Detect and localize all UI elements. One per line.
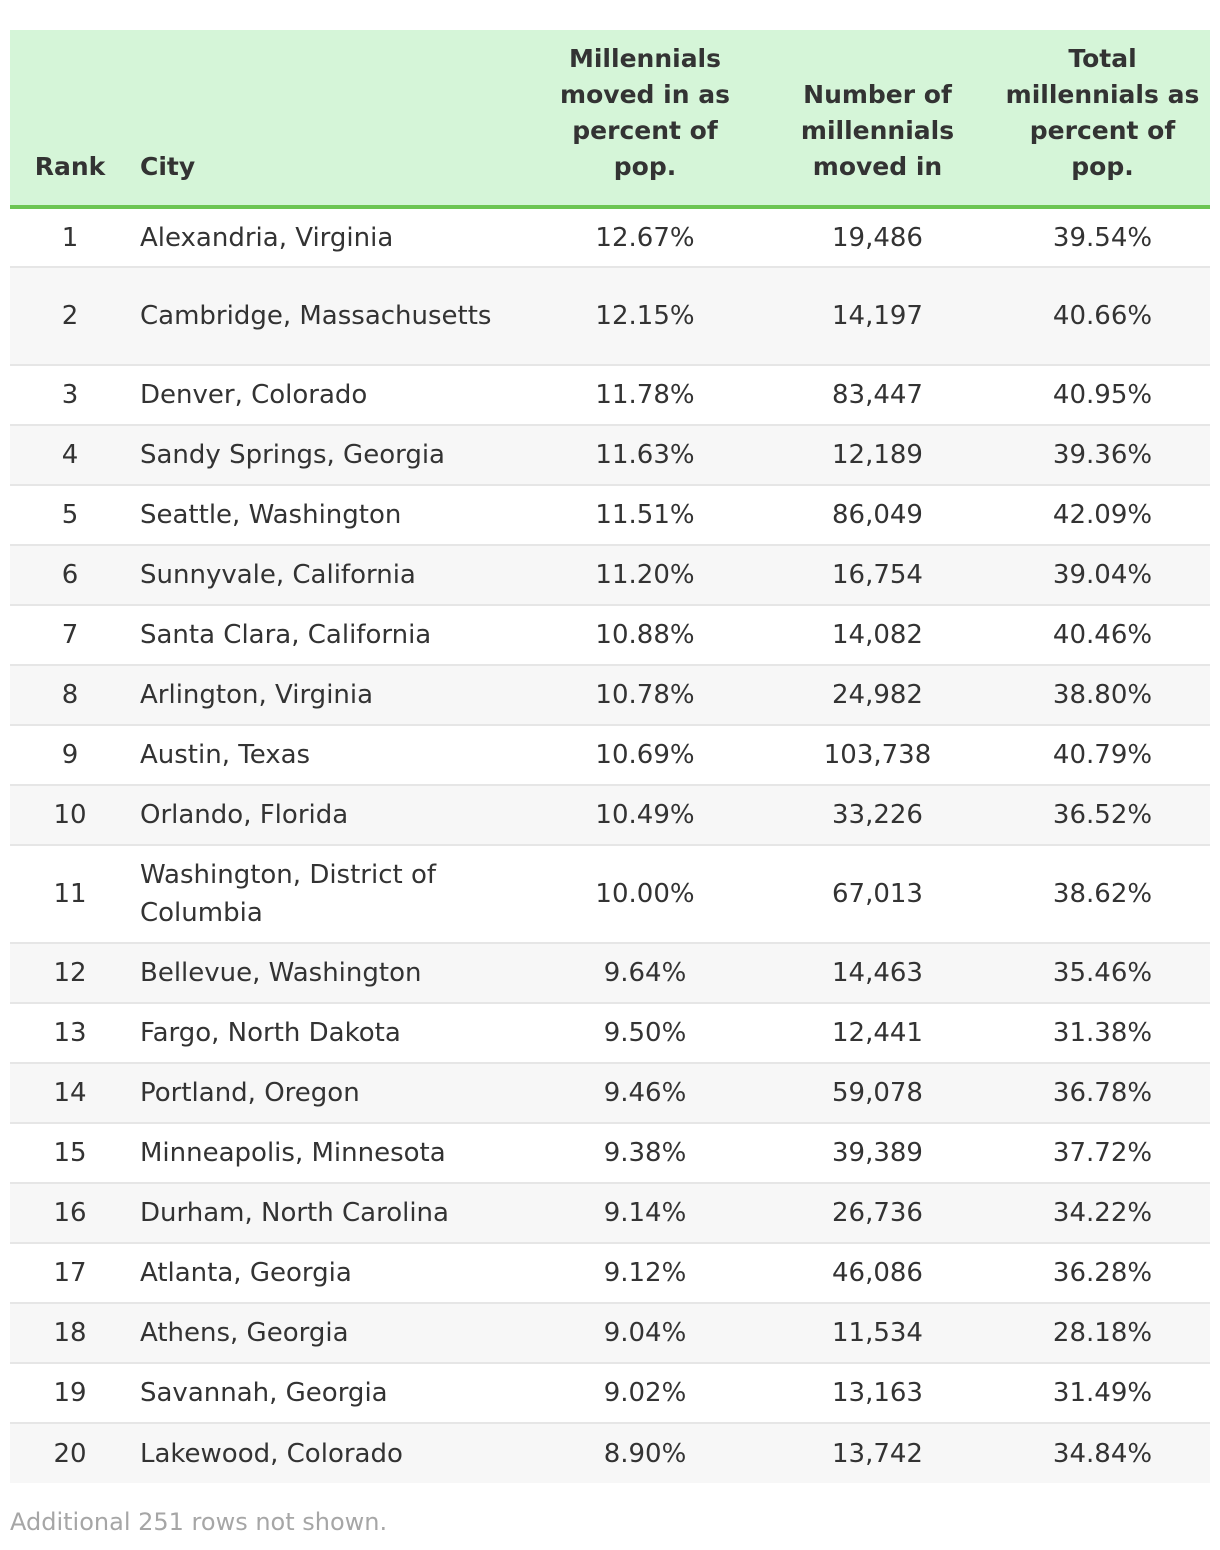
cell-pct-total: 34.84% (995, 1423, 1210, 1483)
cell-pct-moved: 9.02% (530, 1363, 760, 1423)
cell-num-moved: 59,078 (760, 1063, 995, 1123)
cell-num-moved: 39,389 (760, 1123, 995, 1183)
cell-rank: 9 (10, 725, 130, 785)
cell-pct-total: 38.62% (995, 845, 1210, 943)
cell-pct-moved: 10.78% (530, 665, 760, 725)
table-row (10, 267, 1210, 365)
cell-pct-total: 40.95% (995, 365, 1210, 425)
cell-pct-moved: 12.15% (530, 267, 760, 365)
cell-rank: 2 (10, 267, 130, 365)
cell-rank: 12 (10, 943, 130, 1003)
cell-rank: 17 (10, 1243, 130, 1303)
cell-pct-total: 39.54% (995, 207, 1210, 267)
cell-pct-total: 37.72% (995, 1123, 1210, 1183)
cell-rank: 16 (10, 1183, 130, 1243)
cell-pct-total: 35.46% (995, 943, 1210, 1003)
cell-rank: 10 (10, 785, 130, 845)
cell-num-moved: 13,163 (760, 1363, 995, 1423)
cell-rank: 4 (10, 425, 130, 485)
cell-num-moved: 83,447 (760, 365, 995, 425)
table-row (10, 1423, 1210, 1483)
column-header-pct-total[interactable]: Total millennials as percent of pop. (995, 30, 1210, 207)
table-header (10, 30, 1210, 207)
cell-pct-moved: 9.14% (530, 1183, 760, 1243)
cell-num-moved: 16,754 (760, 545, 995, 605)
cell-pct-moved: 9.04% (530, 1303, 760, 1363)
cell-pct-moved: 10.00% (530, 845, 760, 943)
cell-city: Arlington, Virginia (130, 665, 530, 725)
cell-pct-total: 36.28% (995, 1243, 1210, 1303)
table-row (10, 665, 1210, 725)
table-row (10, 605, 1210, 665)
table-row (10, 1303, 1210, 1363)
cell-num-moved: 13,742 (760, 1423, 995, 1483)
cell-num-moved: 19,486 (760, 207, 995, 267)
table-row (10, 725, 1210, 785)
header-row (10, 30, 1210, 207)
cell-num-moved: 67,013 (760, 845, 995, 943)
table-row (10, 1003, 1210, 1063)
table-row (10, 545, 1210, 605)
cell-num-moved: 26,736 (760, 1183, 995, 1243)
cell-city: Fargo, North Dakota (130, 1003, 530, 1063)
cell-city: Austin, Texas (130, 725, 530, 785)
cell-num-moved: 14,463 (760, 943, 995, 1003)
cell-pct-moved: 10.88% (530, 605, 760, 665)
table-row (10, 1183, 1210, 1243)
table-footnote: Additional 251 rows not shown. (10, 1508, 388, 1536)
cell-num-moved: 103,738 (760, 725, 995, 785)
table-row (10, 1243, 1210, 1303)
cell-rank: 15 (10, 1123, 130, 1183)
cell-city: Alexandria, Virginia (130, 207, 530, 267)
cell-city: Savannah, Georgia (130, 1363, 530, 1423)
cell-rank: 8 (10, 665, 130, 725)
cell-rank: 6 (10, 545, 130, 605)
cell-pct-total: 31.49% (995, 1363, 1210, 1423)
cell-num-moved: 33,226 (760, 785, 995, 845)
cell-rank: 14 (10, 1063, 130, 1123)
cell-pct-total: 36.52% (995, 785, 1210, 845)
table-body (10, 207, 1210, 1483)
cell-pct-moved: 8.90% (530, 1423, 760, 1483)
cell-num-moved: 12,189 (760, 425, 995, 485)
cell-city: Orlando, Florida (130, 785, 530, 845)
cell-rank: 19 (10, 1363, 130, 1423)
cell-city: Athens, Georgia (130, 1303, 530, 1363)
table-row (10, 1123, 1210, 1183)
cell-city: Washington, District of Columbia (130, 845, 530, 943)
cell-rank: 3 (10, 365, 130, 425)
cell-city: Minneapolis, Minnesota (130, 1123, 530, 1183)
cell-num-moved: 86,049 (760, 485, 995, 545)
table-row (10, 785, 1210, 845)
cell-pct-moved: 11.51% (530, 485, 760, 545)
cell-city: Santa Clara, California (130, 605, 530, 665)
cell-pct-total: 38.80% (995, 665, 1210, 725)
column-header-rank[interactable]: Rank (10, 30, 130, 207)
table-row (10, 365, 1210, 425)
cell-num-moved: 14,082 (760, 605, 995, 665)
cell-pct-moved: 9.38% (530, 1123, 760, 1183)
table-row (10, 425, 1210, 485)
cell-pct-total: 36.78% (995, 1063, 1210, 1123)
column-header-pct-moved[interactable]: Millennials moved in as percent of pop. (530, 30, 760, 207)
cell-city: Atlanta, Georgia (130, 1243, 530, 1303)
cell-rank: 1 (10, 207, 130, 267)
cell-num-moved: 11,534 (760, 1303, 995, 1363)
cell-pct-moved: 9.46% (530, 1063, 760, 1123)
cell-rank: 13 (10, 1003, 130, 1063)
table-row (10, 1363, 1210, 1423)
cell-pct-moved: 10.49% (530, 785, 760, 845)
cell-pct-total: 42.09% (995, 485, 1210, 545)
cell-num-moved: 14,197 (760, 267, 995, 365)
cell-num-moved: 12,441 (760, 1003, 995, 1063)
cell-pct-total: 39.04% (995, 545, 1210, 605)
cell-city: Cambridge, Massachusetts (130, 267, 530, 365)
cell-num-moved: 24,982 (760, 665, 995, 725)
cell-pct-moved: 9.64% (530, 943, 760, 1003)
table-row (10, 943, 1210, 1003)
cell-rank: 18 (10, 1303, 130, 1363)
cell-pct-total: 40.46% (995, 605, 1210, 665)
cell-pct-total: 40.66% (995, 267, 1210, 365)
cell-rank: 5 (10, 485, 130, 545)
cell-pct-moved: 11.63% (530, 425, 760, 485)
cell-city: Durham, North Carolina (130, 1183, 530, 1243)
cell-pct-moved: 12.67% (530, 207, 760, 267)
cell-num-moved: 46,086 (760, 1243, 995, 1303)
data-table-container (10, 30, 1210, 1483)
cell-pct-moved: 9.12% (530, 1243, 760, 1303)
cell-pct-total: 34.22% (995, 1183, 1210, 1243)
cell-city: Seattle, Washington (130, 485, 530, 545)
cell-city: Portland, Oregon (130, 1063, 530, 1123)
cell-pct-total: 40.79% (995, 725, 1210, 785)
cell-pct-moved: 9.50% (530, 1003, 760, 1063)
cell-pct-moved: 11.78% (530, 365, 760, 425)
cell-pct-moved: 11.20% (530, 545, 760, 605)
table-row (10, 845, 1210, 943)
cell-rank: 11 (10, 845, 130, 943)
cell-pct-total: 31.38% (995, 1003, 1210, 1063)
data-table (10, 30, 1210, 1483)
table-row (10, 1063, 1210, 1123)
cell-rank: 7 (10, 605, 130, 665)
cell-city: Bellevue, Washington (130, 943, 530, 1003)
cell-pct-moved: 10.69% (530, 725, 760, 785)
cell-pct-total: 39.36% (995, 425, 1210, 485)
cell-city: Sunnyvale, California (130, 545, 530, 605)
cell-pct-total: 28.18% (995, 1303, 1210, 1363)
column-header-city[interactable]: City (130, 30, 530, 207)
column-header-num-moved[interactable]: Number of millennials moved in (760, 30, 995, 207)
cell-city: Lakewood, Colorado (130, 1423, 530, 1483)
cell-city: Denver, Colorado (130, 365, 530, 425)
table-row (10, 207, 1210, 267)
table-row (10, 485, 1210, 545)
cell-city: Sandy Springs, Georgia (130, 425, 530, 485)
cell-rank: 20 (10, 1423, 130, 1483)
